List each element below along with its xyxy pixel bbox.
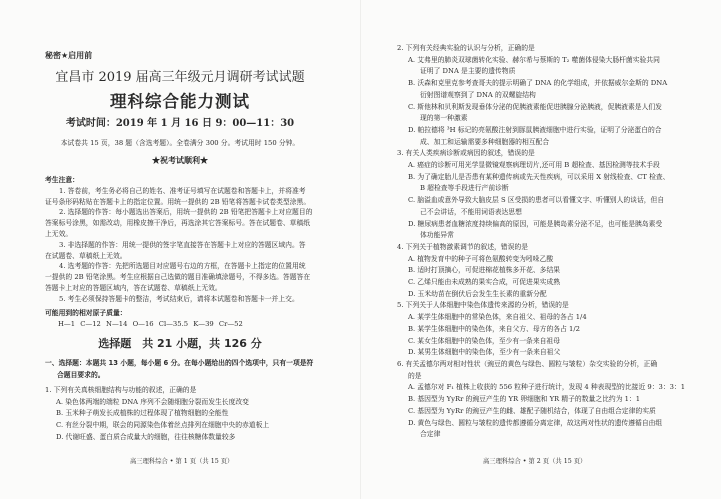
question-6 <box>397 359 685 441</box>
question-stem: 5. 下列关于人体细胞中染色体遗传来源的分析，错误的是 <box>397 301 569 310</box>
option-b: 衍射图谱观察到了 DNA 的双螺旋结构 <box>420 90 536 99</box>
question-5 <box>397 300 685 359</box>
exam-page-2 <box>360 0 721 499</box>
candidate-notes <box>45 175 345 305</box>
option-d: 合定律 <box>420 430 441 439</box>
question-stem: 4. 下列关于植物激素调节的叙述，错误的是 <box>397 242 528 251</box>
option-d: D. 黄色与绿色、圆粒与皱粒的遗传都遵循分离定律，故这两对性状的遗传遵循自由组 <box>408 418 663 427</box>
secret-mark: 秘密★启用前 <box>45 51 93 60</box>
option-c: C. 乙烯只能由未成熟的果实合成，可促进果实成熟 <box>408 278 561 287</box>
note-line: 答题卡上对应的答题区域内，答在试题卷、草稿纸上无效。 <box>45 283 222 292</box>
exam-subtitle: 理科综合能力测试 <box>110 92 250 111</box>
option-d: D. 玉米幼苗在倒伏后会发生生长素的重新分配 <box>408 289 547 298</box>
option-b: B. 适时打顶摘心，可促进棉花植株多开花、多结果 <box>408 266 561 275</box>
part-instructions <box>45 358 313 381</box>
page-footer: 高三理科综合 • 第 1 页（共 15 页） <box>130 458 234 465</box>
option-c: C. 基因型为 YyRr 的豌豆产生的雌、雄配子随机结合，体现了自由组合定律的实质 <box>408 406 656 415</box>
question-stem: 的是 <box>408 371 422 380</box>
option-a: A. 植物发育中的种子可将色氨酸转变为吲哚乙酸 <box>408 254 554 263</box>
option-b: B. 沃森和克里克参考查哥夫的提示明确了 DNA 的化学组成，并依据威尔金斯的 DNA <box>408 79 668 88</box>
note-line: 答案标号涂黑，如需改动，用橡皮擦干净后，再选涂其它答案标号。答在试题卷、草稿纸 <box>45 219 311 228</box>
option-c: C. 有丝分裂中期，联会的同源染色体着丝点排列在细胞中央的赤道板上 <box>56 421 270 430</box>
option-a: A. 癌症的诊断可用光学显微镜观察病理切片,还可用 B 超检查、基因检测等技术手段 <box>408 161 660 170</box>
option-a: A. 艾弗里的肺炎双球菌转化实验、赫尔希与蔡斯的 T₂ 噬菌体侵染大肠杆菌实验共同 <box>408 55 660 64</box>
atomic-mass-heading: 可能用到的相对原子质量： <box>45 309 127 317</box>
exam-info: 本试卷共 15 页，38 题（含选考题）。全卷满分 300 分。考试用时 150 分钟。 <box>60 139 300 147</box>
question-stem: 1. 下列有关真核细胞结构与功能的叙述，正确的是 <box>45 386 197 394</box>
note-line: 一提供的 2B 铅笔涂黑。考生应根据自己选做的题目准确填涂题号，不得多选。答题答在 <box>45 273 311 282</box>
option-d: D. 帕拉德将 ³H 标记的亮氨酸注射到豚鼠胰液细胞中进行实验，证明了分泌蛋白的合 <box>408 125 662 134</box>
option-c: 现的第一种激素 <box>420 114 468 123</box>
question-4 <box>397 242 685 301</box>
note-line: 3. 非选择题的作答：用统一提供的签字笔直接答在答题卡上对应的答题区域内。答 <box>59 240 306 249</box>
option-d: D. 代谢旺盛、蛋白质合成量大的细胞，往往核糖体数量较多 <box>56 432 236 441</box>
note-line: 5. 考生必须保持答题卡的整洁，考试结束后，请将本试题卷和答题卡一并上交。 <box>59 294 299 303</box>
question-stem: 6. 有关孟德尔两对相对性状（豌豆的黄色与绿色、圆粒与皱粒）杂交实验的分析，正确 <box>397 359 658 368</box>
option-b: B. 为了确定胎儿是否患有某种遗传病或先天性疾病，可以采用 X 射线检查、CT 检查、 <box>408 172 670 181</box>
option-b: B. 玉米种子萌发长成植株的过程体现了植物细胞的全能性 <box>56 409 229 418</box>
option-a: A. 染色体两端的端粒 DNA 序列不会随细胞分裂而发生长度改变 <box>56 397 249 406</box>
option-c: C. 脑溢血或意外导致大脑皮层 S 区受损的患者可以看懂文字、听懂别人的谈话，但自 <box>408 196 665 205</box>
note-line: 1. 答卷前，考生务必将自己的姓名、准考证号填写在试题卷和答题卡上，并将准考 <box>59 186 306 195</box>
note-line: 2. 选择题的作答：每小题选出答案后，用统一提供的 2B 铅笔把答题卡上对应题目的 <box>59 208 313 217</box>
question-2 <box>397 43 685 148</box>
good-luck-text: ★祝考试顺利★ <box>152 155 208 165</box>
question-1 <box>45 385 269 444</box>
option-a: 证明了 DNA 是主要的遗传物质 <box>420 67 516 76</box>
option-d: 成、加工和运输需要多种细胞器的相互配合 <box>420 137 550 146</box>
option-c: C. 某女生体细胞中的染色体，至少有一条来自祖母 <box>408 336 561 345</box>
note-line: 在试题卷、草稿纸上无效。 <box>45 251 127 260</box>
option-a: A. 某学生体细胞中的常染色体，来自祖父、祖母的各占 1/4 <box>408 313 587 322</box>
question-stem: 2. 下列有关经典实验的认识与分析，正确的是 <box>397 44 535 52</box>
exam-time: 考试时间：2019 年 1 月 16 日 9：00—11：30 <box>65 118 295 129</box>
atomic-mass-list: H—1 C—12 N—14 O—16 Cl—35.5 K—39 Cr—52 <box>58 320 243 328</box>
option-d: D. 某男生体细胞中的染色体，至少有一条来自祖父 <box>408 348 561 357</box>
option-b: B. 某学生体细胞中的染色体，来自父方、母方的各占 1/2 <box>408 324 580 333</box>
option-c: C. 斯他林和贝利斯发现垂体分泌的促胰液素能促进胰腺分泌胰液，促胰液素是人们发 <box>408 102 662 111</box>
part-line: 合题目要求的。 <box>57 370 105 379</box>
option-b: B 超检查等手段进行产前诊断 <box>420 184 509 193</box>
notes-heading: 考生注意： <box>45 176 79 184</box>
exam-page-1 <box>0 0 360 499</box>
note-line: 4. 选考题的作答：先把所选题目对应题号右边的方框，在答题卡上指定的位置用统 <box>59 262 306 271</box>
option-b: B. 基因型为 YyRr 的豌豆产生的 YR 卵细胞和 YR 精子的数量之比约为 1：1 <box>408 395 641 404</box>
option-d: 体功能异常 <box>420 231 454 240</box>
note-line: 证号条形码粘贴在答题卡上的指定位置。用统一提供的 2B 铅笔将答题卡试卷类型涂黑。 <box>45 197 311 206</box>
page-footer: 高三理科综合 • 第 2 页（共 15 页） <box>483 458 587 465</box>
exam-title: 宜昌市 2019 届高三年级元月调研考试试题 <box>55 70 305 85</box>
option-a: A. 孟德尔对 F₁ 植株上收获的 556 粒种子进行统计，发现 4 种表现型的比接近 9：3：3：1 <box>408 383 686 392</box>
option-d: D. 糖尿病患者血糖浓度持续偏高的原因，可能是胰岛素分泌不足，也可能是胰岛素受 <box>408 219 663 228</box>
part-line: 一、选择题：本题共 13 小题，每小题 6 分。在每小题给出的四个选项中，只有一项是符 <box>45 359 314 367</box>
section-title: 选择题 共 21 小题，共 126 分 <box>98 337 262 350</box>
questions-list <box>397 43 685 441</box>
note-line: 上无效。 <box>45 229 73 238</box>
question-3 <box>397 148 685 242</box>
option-c: 己不会讲话，不能用词语表达思想 <box>420 207 522 216</box>
question-stem: 3. 有关人类疾病诊断或病因的叙述，错误的是 <box>397 149 535 158</box>
